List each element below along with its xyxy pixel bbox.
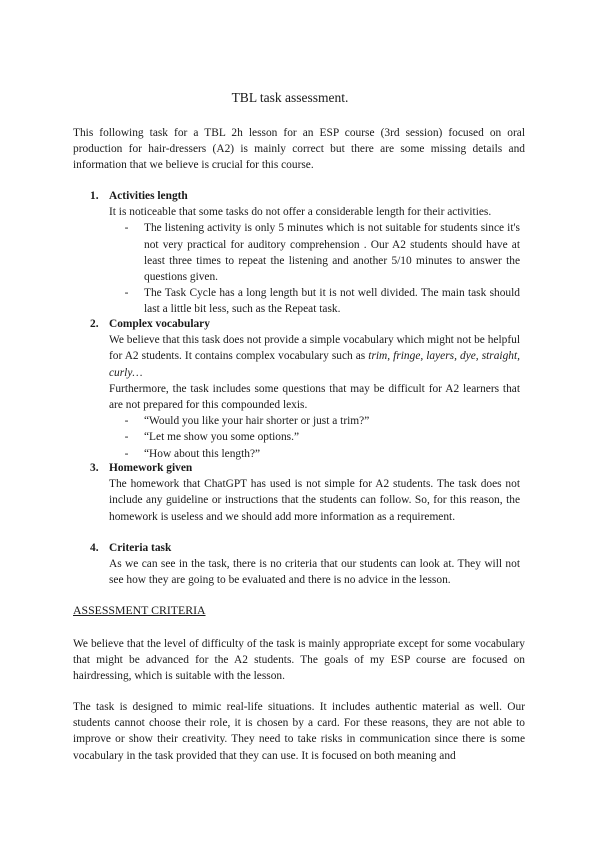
section-text: We believe that this task does not provide a simple vocabulary which might not be helpful for A2 students. It contains complex vocabulary such as trim, fringe, layers, dye, straight, curly… [109,334,520,379]
intro-paragraph: This following task for a TBL 2h lesson for an ESP course (3rd session) focused on oral production for hair-dressers (A2) is mainly correct but there are some missing details and information that we believe is crucial for this course. [73,127,525,172]
bullet-dash: - [124,447,129,460]
section-number: 4. [90,542,99,554]
section-text: It is noticeable that some tasks do not offer a considerable length for their activities. [109,206,492,219]
assessment-criteria-heading: ASSESSMENT CRITERIA [73,603,206,617]
section-activities-length [90,188,520,318]
section-heading: Criteria task [109,542,172,554]
section-number: 3. [90,462,99,474]
section-number: 2. [90,318,99,330]
bullet-dash: - [124,287,129,300]
section-heading: Homework given [109,462,193,474]
bullet-dash: - [124,222,129,235]
section-criteria-task [90,540,520,589]
list-item: - “Would you like your hair shorter or just a trim?” [109,413,520,429]
bullet-dash: - [124,431,129,444]
section-heading: Complex vocabulary [109,318,210,330]
list-item: - “How about this length?” [109,446,520,462]
criteria-paragraph-2: The task is designed to mimic real-life situations. It includes authentic material as well. Our students cannot choose their role, it is chosen by a card. For these reasons, they are not able to improve or show their creativity. They need to take risks in communication since there is some vocabulary in the task provided that they can use. It is focused on both meaning and [73,701,525,762]
section-text: As we can see in the task, there is no criteria that our students can look at. They will not see how they are going to be evaluated and there is no advice in the lesson. [109,558,520,587]
section-homework-given [90,460,520,525]
section-number: 1. [90,190,99,202]
section-text: The homework that ChatGPT has used is not simple for A2 students. The task does not include any guideline or instructions that the students can follow. So, for this reason, the homework is useless and we should add more information as a requirement. [109,478,520,523]
list-item: - “Let me show you some options.” [109,429,520,445]
section-heading: Activities length [109,190,188,202]
section-complex-vocabulary [90,316,520,462]
section-text-continued: Furthermore, the task includes some questions that may be difficult for A2 learners that are not prepared for this compounded lexis. [109,382,520,412]
list-item: - The listening activity is only 5 minutes which is not suitable for students since it's not very practical for auditory comprehension . Our A2 students should have at least three times to repeat the listening and another 5/10 minutes to answer the questions given. [109,220,520,285]
document-title: TBL task assessment. [231,90,349,105]
bullet-dash: - [124,415,129,428]
list-item: - The Task Cycle has a long length but it is not well divided. The main task should last a little bit less, such as the Repeat task. [109,285,520,317]
criteria-paragraph-1: We believe that the level of difficulty of the task is mainly appropriate except for some vocabulary that might be advanced for the A2 students. The goals of my ESP course are focused on hairdressing, which is suitable with the lesson. [73,638,525,683]
vocabulary-examples: trim, fringe, layers, dye, straight, curly… [109,350,520,379]
